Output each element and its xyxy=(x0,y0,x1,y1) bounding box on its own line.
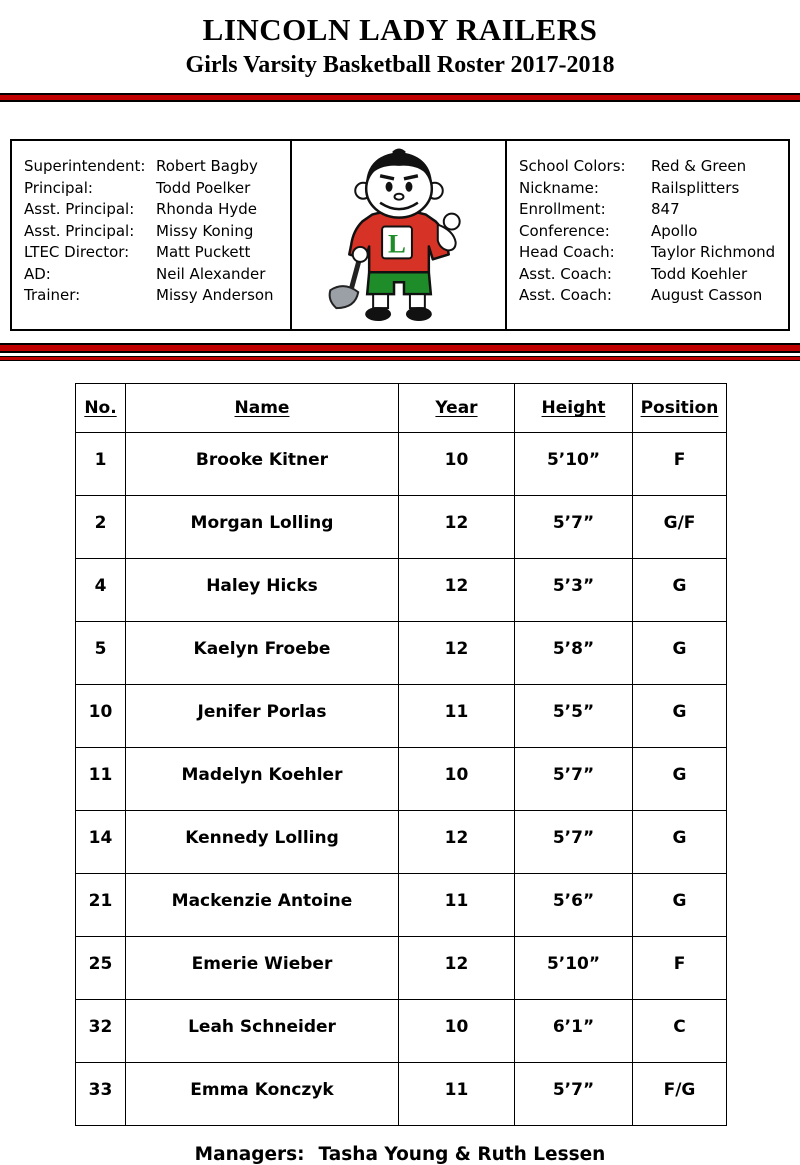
cell-height: 5’7” xyxy=(515,1063,633,1126)
info-label: Head Coach: xyxy=(519,243,615,262)
info-value: Railsplitters xyxy=(651,178,740,197)
cell-name: Kennedy Lolling xyxy=(126,811,399,874)
cell-position: G xyxy=(633,685,727,748)
info-label: Asst. Principal: xyxy=(24,200,135,219)
school-info-panel xyxy=(505,139,790,331)
cell-position: G xyxy=(633,559,727,622)
info-label: AD: xyxy=(24,264,51,283)
column-header-no: No. xyxy=(76,384,126,433)
info-line xyxy=(519,264,788,286)
cell-year: 12 xyxy=(399,559,515,622)
cell-no: 21 xyxy=(76,874,126,937)
info-line xyxy=(519,178,788,200)
column-header-position: Position xyxy=(633,384,727,433)
roster-header-row xyxy=(76,384,727,433)
roster-row xyxy=(76,496,727,559)
divider-line xyxy=(0,100,800,102)
info-line xyxy=(24,221,290,243)
roster-row xyxy=(76,559,727,622)
cell-no: 4 xyxy=(76,559,126,622)
cell-year: 12 xyxy=(399,937,515,1000)
info-label: Trainer: xyxy=(24,286,81,305)
cell-no: 11 xyxy=(76,748,126,811)
cell-name: Brooke Kitner xyxy=(126,433,399,496)
cell-position: F/G xyxy=(633,1063,727,1126)
cell-height: 5’7” xyxy=(515,811,633,874)
info-value: 847 xyxy=(651,200,680,219)
cell-position: F xyxy=(633,937,727,1000)
roster-page xyxy=(0,12,800,1165)
info-line xyxy=(24,285,290,307)
info-label: Conference: xyxy=(519,221,610,240)
roster-row xyxy=(76,937,727,1000)
info-value: August Casson xyxy=(651,286,763,305)
cell-name: Mackenzie Antoine xyxy=(126,874,399,937)
roster-row xyxy=(76,748,727,811)
info-label: LTEC Director: xyxy=(24,243,130,262)
info-label: Asst. Coach: xyxy=(519,286,612,305)
info-label: Nickname: xyxy=(519,178,599,197)
info-line xyxy=(24,199,290,221)
cell-position: F xyxy=(633,433,727,496)
info-label: Asst. Coach: xyxy=(519,264,612,283)
page-subtitle: Girls Varsity Basketball Roster 2017-2018 xyxy=(185,51,615,78)
cell-year: 11 xyxy=(399,874,515,937)
cell-no: 32 xyxy=(76,1000,126,1063)
info-line xyxy=(24,178,290,200)
cell-name: Leah Schneider xyxy=(126,1000,399,1063)
managers-label: Managers: xyxy=(194,1144,305,1165)
cell-year: 12 xyxy=(399,496,515,559)
info-value: Red & Green xyxy=(651,157,747,176)
cell-name: Haley Hicks xyxy=(126,559,399,622)
mascot-letter: L xyxy=(387,228,406,259)
info-line xyxy=(519,156,788,178)
info-value: Missy Koning xyxy=(156,221,254,240)
cell-no: 2 xyxy=(76,496,126,559)
cell-position: C xyxy=(633,1000,727,1063)
cell-year: 12 xyxy=(399,622,515,685)
staff-info-panel xyxy=(10,139,292,331)
info-value: Apollo xyxy=(651,221,698,240)
cell-no: 14 xyxy=(76,811,126,874)
cell-height: 5’6” xyxy=(515,874,633,937)
divider-top xyxy=(0,93,800,102)
managers-value: Tasha Young & Ruth Lessen xyxy=(318,1144,606,1165)
info-label: Principal: xyxy=(24,178,93,197)
cell-name: Emma Konczyk xyxy=(126,1063,399,1126)
cell-year: 11 xyxy=(399,685,515,748)
cell-name: Morgan Lolling xyxy=(126,496,399,559)
info-label: Superintendent: xyxy=(24,157,146,176)
column-header-name: Name xyxy=(126,384,399,433)
roster-row xyxy=(76,433,727,496)
cell-position: G/F xyxy=(633,496,727,559)
cell-position: G xyxy=(633,748,727,811)
info-line xyxy=(24,156,290,178)
cell-year: 12 xyxy=(399,811,515,874)
cell-no: 33 xyxy=(76,1063,126,1126)
info-label: Enrollment: xyxy=(519,200,606,219)
cell-no: 5 xyxy=(76,622,126,685)
managers-line xyxy=(0,1144,800,1165)
cell-name: Jenifer Porlas xyxy=(126,685,399,748)
cell-height: 5’10” xyxy=(515,937,633,1000)
cell-height: 5’7” xyxy=(515,748,633,811)
mascot-panel xyxy=(290,139,507,331)
info-value: Matt Puckett xyxy=(156,243,251,262)
page-title: LINCOLN LADY RAILERS xyxy=(202,12,598,47)
divider-line xyxy=(0,360,800,361)
column-header-height: Height xyxy=(515,384,633,433)
info-section xyxy=(10,139,790,331)
info-line xyxy=(24,242,290,264)
cell-position: G xyxy=(633,811,727,874)
railsplitter-mascot-icon xyxy=(309,143,489,327)
roster-row xyxy=(76,811,727,874)
cell-height: 5’5” xyxy=(515,685,633,748)
roster-row xyxy=(76,622,727,685)
roster-row xyxy=(76,1063,727,1126)
cell-name: Kaelyn Froebe xyxy=(126,622,399,685)
info-value: Taylor Richmond xyxy=(651,243,776,262)
cell-height: 5’8” xyxy=(515,622,633,685)
cell-height: 5’10” xyxy=(515,433,633,496)
cell-height: 5’7” xyxy=(515,496,633,559)
roster-row xyxy=(76,874,727,937)
info-value: Missy Anderson xyxy=(156,286,274,305)
roster-row xyxy=(76,1000,727,1063)
info-value: Robert Bagby xyxy=(156,157,258,176)
cell-year: 10 xyxy=(399,1000,515,1063)
info-value: Todd Koehler xyxy=(651,264,748,283)
info-value: Rhonda Hyde xyxy=(156,200,258,219)
column-header-year: Year xyxy=(399,384,515,433)
cell-year: 11 xyxy=(399,1063,515,1126)
info-line xyxy=(519,285,788,307)
info-line xyxy=(24,264,290,286)
cell-name: Emerie Wieber xyxy=(126,937,399,1000)
info-value: Neil Alexander xyxy=(156,264,266,283)
cell-height: 5’3” xyxy=(515,559,633,622)
divider-middle xyxy=(0,343,800,361)
info-label: School Colors: xyxy=(519,157,626,176)
cell-year: 10 xyxy=(399,433,515,496)
cell-year: 10 xyxy=(399,748,515,811)
cell-name: Madelyn Koehler xyxy=(126,748,399,811)
roster-row xyxy=(76,685,727,748)
info-label: Asst. Principal: xyxy=(24,221,135,240)
cell-no: 25 xyxy=(76,937,126,1000)
cell-no: 1 xyxy=(76,433,126,496)
info-line xyxy=(519,242,788,264)
info-line xyxy=(519,199,788,221)
cell-height: 6’1” xyxy=(515,1000,633,1063)
cell-position: G xyxy=(633,622,727,685)
info-line xyxy=(519,221,788,243)
cell-position: G xyxy=(633,874,727,937)
roster-table xyxy=(75,383,727,1126)
cell-no: 10 xyxy=(76,685,126,748)
info-value: Todd Poelker xyxy=(156,178,251,197)
